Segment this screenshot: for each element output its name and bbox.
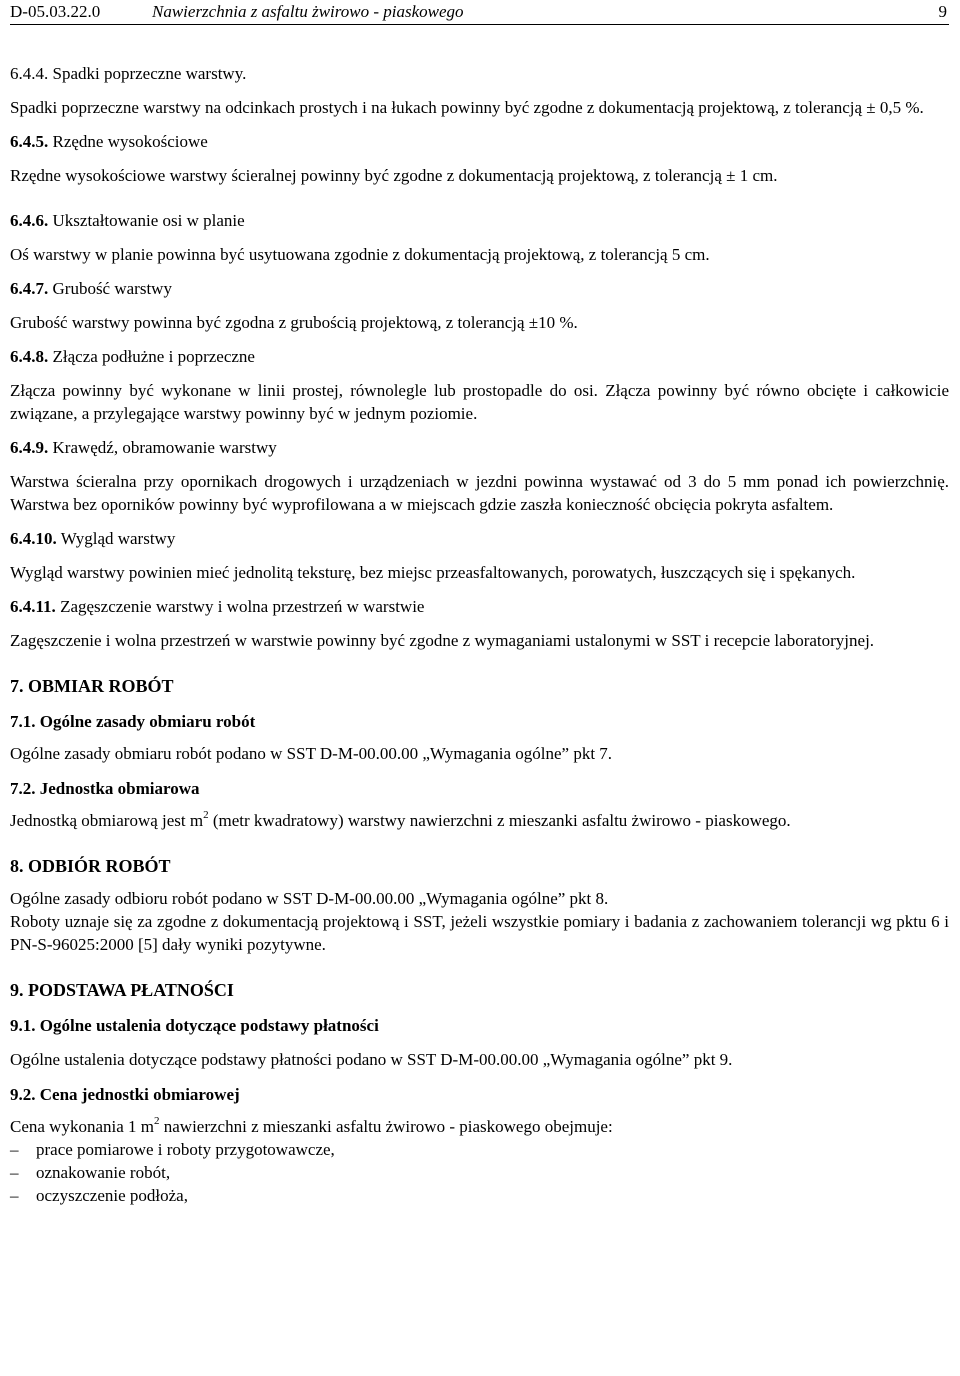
heading-6-4-6 xyxy=(10,209,949,232)
heading-number: 6.4.5. xyxy=(10,132,49,151)
heading-6-4-5 xyxy=(10,130,949,153)
list-item: – oznakowanie robót, xyxy=(10,1161,949,1184)
text-6-4-6: Oś warstwy w planie powinna być usytuowana zgodnie z dokumentacją projektową, z tolerancją 5 cm. xyxy=(10,245,710,264)
page-header xyxy=(10,0,949,25)
text-7-1: Ogólne zasady obmiaru robót podano w SST D-M-00.00.00 „Wymagania ogólne” pkt 7. xyxy=(10,744,613,763)
text-7-2: Jednostką obmiarową jest $m^2$ (metr kwadratowy) warstwy nawierzchni z mieszanki asfaltu żwirowo - piaskowego. xyxy=(10,809,791,830)
list-item: – prace pomiarowe i roboty przygotowawcze, xyxy=(10,1138,949,1161)
heading-6-4-10 xyxy=(10,527,949,550)
section-7-heading: 7. OBMIAR ROBÓT xyxy=(10,676,174,696)
text-6-4-5: Rzędne wysokościowe warstwy ścieralnej powinny być zgodne z dokumentacją projektową, z tolerancją ± 1 cm. xyxy=(10,166,778,185)
heading-label: Grubość warstwy xyxy=(48,279,172,298)
heading-label: Ukształtowanie osi w planie xyxy=(48,211,245,230)
heading-label: Wygląd warstwy xyxy=(56,529,176,548)
heading-number: 6.4.10. xyxy=(10,529,57,548)
section-9-heading: 9. PODSTAWA PŁATNOŚCI xyxy=(10,980,234,1000)
heading-6-4-4: 6.4.4. Spadki poprzeczne warstwy. xyxy=(10,64,247,83)
list-item: – oczyszczenie podłoża, xyxy=(10,1184,949,1207)
text-6-4-11: Zagęszczenie i wolna przestrzeń w warstwie powinny być zgodne z wymaganiami ustalonymi w SST i recepcie laboratoryjnej. xyxy=(10,631,875,650)
document-body xyxy=(10,62,949,1207)
heading-number: 6.4.7. xyxy=(10,279,49,298)
section-8-heading: 8. ODBIÓR ROBÓT xyxy=(10,856,171,876)
page-number: 9 xyxy=(938,2,947,21)
text-6-4-7: Grubość warstwy powinna być zgodna z grubością projektową, z tolerancją ±10 %. xyxy=(10,313,578,332)
heading-label: Krawędź, obramowanie warstwy xyxy=(48,438,277,457)
heading-label: Rzędne wysokościowe xyxy=(48,132,208,151)
text-8-2: Roboty uznaje się za zgodne z dokumentacją projektową i SST, jeżeli wszystkie pomiary i badania z zachowaniem tolerancji wg pktu 6 i PN-S-96025:2000 [5] dały wyniki pozytywne. xyxy=(10,912,949,954)
heading-number: 6.4.8. xyxy=(10,347,49,366)
superscript: 2 xyxy=(154,1115,160,1127)
text-6-4-8: Złącza powinny być wykonane w linii prostej, równolegle lub prostopadle do osi. Złącza powinny być równo obcięte i całkowicie związane, a przylegające warstwy powinny być w jednym poziomie. xyxy=(10,381,949,423)
heading-number: 6.4.9. xyxy=(10,438,49,457)
heading-6-4-7 xyxy=(10,277,949,300)
heading-number: 6.4.11. xyxy=(10,597,56,616)
heading-number: 6.4.6. xyxy=(10,211,49,230)
heading-6-4-9 xyxy=(10,436,949,459)
heading-label: Złącza podłużne i poprzeczne xyxy=(48,347,255,366)
text-8-1: Ogólne zasady odbioru robót podano w SST D-M-00.00.00 „Wymagania ogólne” pkt 8. xyxy=(10,889,609,908)
heading-6-4-8 xyxy=(10,345,949,368)
heading-9-1: 9.1. Ogólne ustalenia dotyczące podstawy płatności xyxy=(10,1016,379,1035)
text-6-4-10: Wygląd warstwy powinien mieć jednolitą teksturę, bez miejsc przeasfaltowanych, porowatych, łuszczących się i spękanych. xyxy=(10,563,856,582)
heading-9-2: 9.2. Cena jednostki obmiarowej xyxy=(10,1085,240,1104)
heading-6-4-11 xyxy=(10,595,949,618)
text-6-4-4: Spadki poprzeczne warstwy na odcinkach prostych i na łukach powinny być zgodne z dokumentacją projektową, z tolerancją ± 0,5 %. xyxy=(10,98,924,117)
text-6-4-9: Warstwa ścieralna przy opornikach drogowych i urządzeniach w jezdni powinna wystawać od 3 do 5 mm ponad ich powierzchnię. Warstwa bez oporników powinny być wyprofilowana a w miejscach gdzie zaszła konieczność obcięcia pokryta asfaltem. xyxy=(10,472,949,514)
document-code: D-05.03.22.0 xyxy=(10,2,101,21)
superscript: 2 xyxy=(203,809,209,821)
price-components-list xyxy=(10,1138,949,1207)
text-9-2: Cena wykonania 1 $m^2$ nawierzchni z mieszanki asfaltu żwirowo - piaskowego obejmuje: xyxy=(10,1115,613,1136)
heading-7-2: 7.2. Jednostka obmiarowa xyxy=(10,779,200,798)
document-title: Nawierzchnia z asfaltu żwirowo - piaskowego xyxy=(152,2,464,21)
heading-7-1: 7.1. Ogólne zasady obmiaru robót xyxy=(10,712,256,731)
heading-label: Zagęszczenie warstwy i wolna przestrzeń w warstwie xyxy=(55,597,425,616)
text-9-1: Ogólne ustalenia dotyczące podstawy płatności podano w SST D-M-00.00.00 „Wymagania ogólne” pkt 9. xyxy=(10,1050,733,1069)
